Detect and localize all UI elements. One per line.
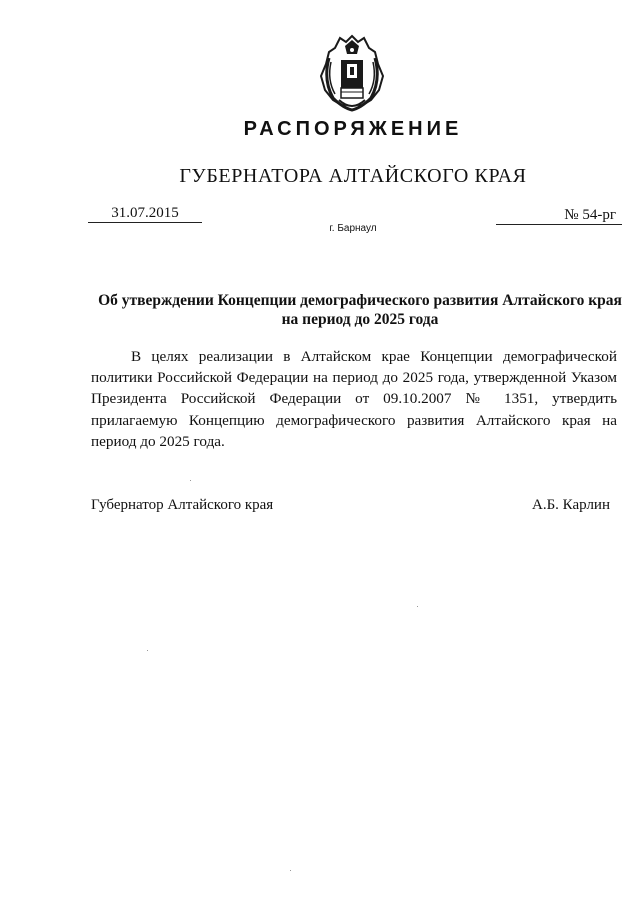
body-paragraph: В целях реализации в Алтайском крае Концепции демографической политики Российской Федерации на период до 2025 года, утвержденной Указом Президента Российской Федерации от 09.10.2007 № 1351, утвердить прилагаемую Концепцию демографического развития Алтайского края на период до 2025 года.: [91, 348, 617, 450]
scan-speck: [290, 870, 291, 871]
document-date: 31.07.2015: [88, 204, 202, 223]
document-type: РАСПОРЯЖЕНИЕ: [243, 118, 463, 140]
signatory-name: А.Б. Карлин: [531, 497, 610, 513]
scan-speck: [147, 650, 148, 651]
document-number: № 54-рг: [496, 206, 622, 225]
city-label: г. Барнаул: [329, 223, 377, 234]
signatory-position: Губернатор Алтайского края: [91, 497, 274, 513]
issuer: ГУБЕРНАТОРА АЛТАЙСКОГО КРАЯ: [179, 165, 527, 187]
document-title: Об утверждении Концепции демографического развития Алтайского края на период до 2025 года: [98, 292, 622, 328]
coat-of-arms-icon: [317, 30, 387, 116]
scan-speck: [417, 606, 418, 607]
scan-speck: [190, 480, 191, 481]
